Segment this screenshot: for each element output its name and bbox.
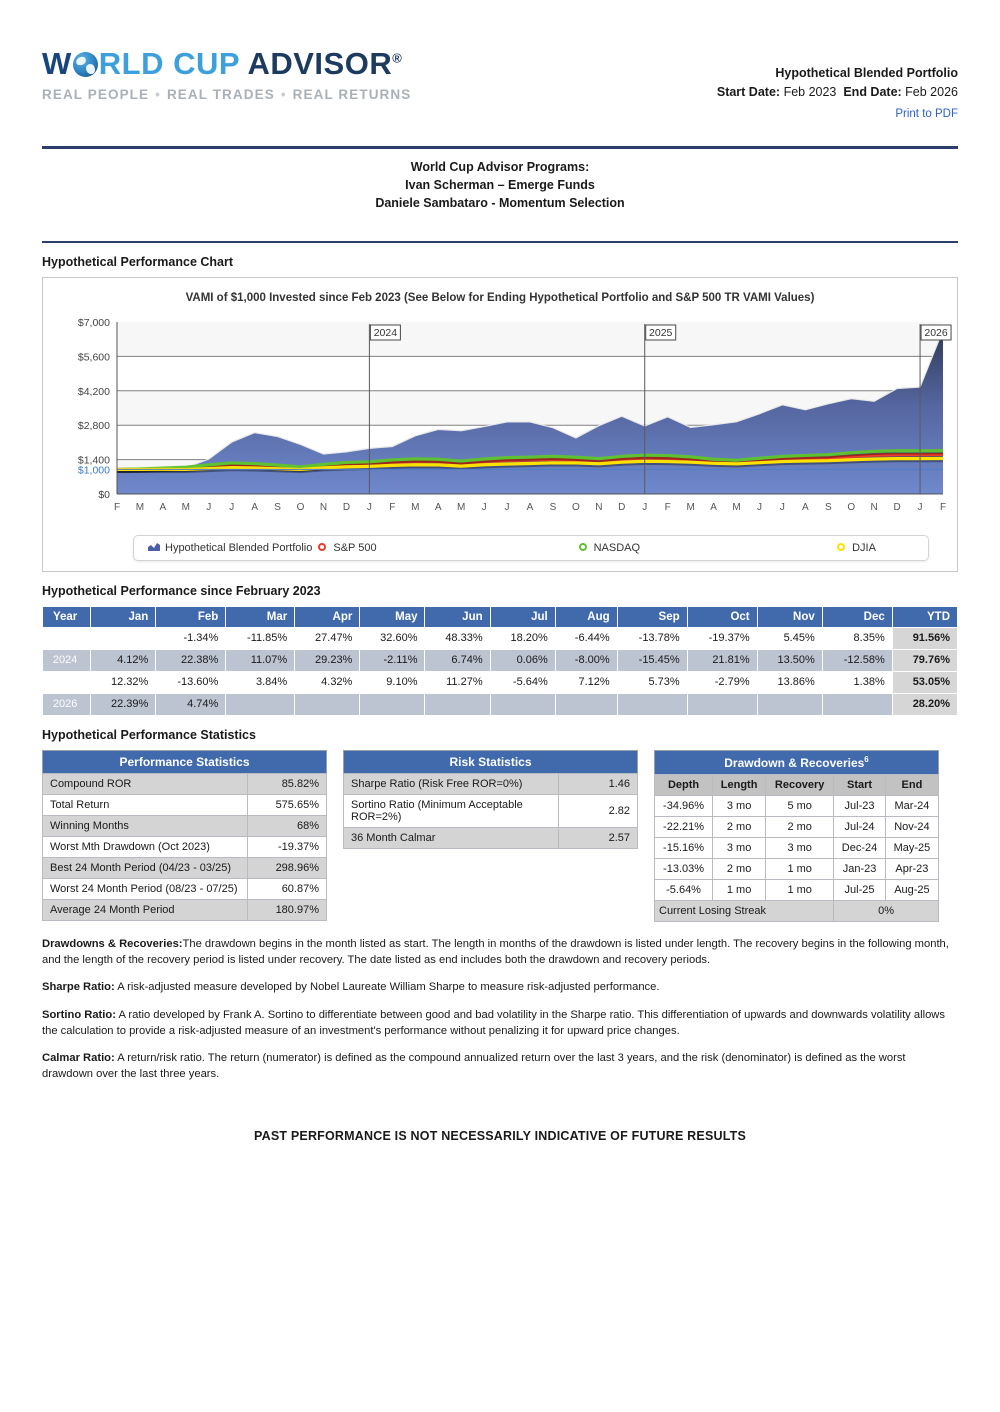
cell-month-return: 13.86%: [757, 671, 822, 693]
tagline-3: REAL RETURNS: [292, 87, 412, 102]
cell-ytd: 53.05%: [892, 671, 957, 693]
note-sharpe-text: A risk-adjusted measure developed by Nobel Laureate William Sharpe to measure risk-adjusted performance.: [114, 981, 660, 994]
stat-label: Total Return: [43, 794, 248, 815]
logo-text-cup: CUP: [173, 46, 240, 81]
svg-text:S: S: [274, 501, 281, 513]
dd-cell: Mar-24: [885, 795, 938, 816]
svg-text:A: A: [251, 501, 259, 513]
col-header-nov: Nov: [757, 606, 822, 627]
cell-month-return: 6.74%: [425, 649, 490, 671]
logo-letter-w: W: [42, 46, 72, 81]
cell-month-return: 4.74%: [156, 693, 226, 715]
cell-month-return: 13.50%: [757, 649, 822, 671]
cell-month-return: 32.60%: [360, 627, 425, 649]
page-header: [42, 0, 958, 124]
brand-logo: [42, 48, 462, 102]
circle-marker-icon: [316, 542, 328, 554]
chart-plot-area: [49, 312, 951, 527]
dd-cell: 1 mo: [766, 858, 834, 879]
dd-cell: 3 mo: [766, 837, 834, 858]
table-body: [43, 627, 958, 715]
programs-heading: World Cup Advisor Programs:: [410, 159, 590, 174]
area-swatch-icon: [148, 542, 160, 554]
svg-text:M: M: [181, 501, 191, 513]
logo-wordmark: [42, 48, 462, 79]
table-row: [655, 837, 939, 858]
svg-text:N: N: [319, 501, 328, 513]
dd-col-header-depth: Depth: [655, 774, 713, 795]
start-date-value: Feb 2023: [783, 85, 837, 100]
col-header-jan: Jan: [91, 606, 156, 627]
cell-ytd: 28.20%: [892, 693, 957, 715]
cell-year: 2026: [43, 693, 91, 715]
streak-value: 0%: [834, 900, 939, 921]
svg-text:J: J: [229, 501, 235, 513]
dd-cell: 2 mo: [713, 858, 766, 879]
table-row: [43, 899, 327, 920]
risk-label: 36 Month Calmar: [344, 827, 559, 848]
legend-label: S&P 500: [333, 541, 377, 554]
svg-text:J: J: [779, 501, 785, 513]
svg-text:A: A: [434, 501, 442, 513]
svg-text:$1,000: $1,000: [77, 464, 110, 477]
cell-month-return: -15.45%: [617, 649, 687, 671]
chart-section-heading: Hypothetical Performance Chart: [42, 254, 234, 269]
svg-text:M: M: [135, 501, 145, 513]
table-row: [344, 827, 638, 848]
cell-month-return: -19.37%: [687, 627, 757, 649]
table-row: [344, 773, 638, 794]
drawdowns-footnote-marker: 6: [864, 754, 869, 764]
risk-value: 2.82: [559, 794, 638, 827]
legend-item[interactable]: [835, 542, 876, 554]
cell-year: 2023: [43, 627, 91, 649]
cell-month-return: [425, 693, 490, 715]
stat-label: Worst Mth Drawdown (Oct 2023): [43, 836, 248, 857]
dd-cell: 2 mo: [766, 816, 834, 837]
cell-month-return: 12.32%: [91, 671, 156, 693]
svg-text:N: N: [595, 501, 603, 513]
table-row: [43, 627, 958, 649]
stat-label: Winning Months: [43, 815, 248, 836]
col-header-aug: Aug: [555, 606, 617, 627]
circle-marker-icon: [577, 542, 589, 554]
dd-cell: -13.03%: [655, 858, 713, 879]
cell-month-return: [757, 693, 822, 715]
cell-month-return: -12.58%: [822, 649, 892, 671]
cell-year: 2024: [43, 649, 91, 671]
dd-col-header-start: Start: [834, 774, 886, 795]
legend-item[interactable]: [577, 542, 640, 554]
end-date-value: Feb 2026: [905, 85, 958, 100]
col-header-jul: Jul: [490, 606, 555, 627]
stat-label: Compound ROR: [43, 773, 248, 794]
svg-text:J: J: [917, 501, 923, 513]
cell-month-return: [617, 693, 687, 715]
risk-value: 1.46: [559, 773, 638, 794]
cell-month-return: -2.79%: [687, 671, 757, 693]
legend-label: NASDAQ: [593, 541, 641, 554]
svg-text:$1,400: $1,400: [77, 454, 110, 467]
legend-label: Hypothetical Blended Portfolio: [165, 541, 313, 554]
risk-statistics-title: Risk Statistics: [344, 750, 638, 773]
cell-month-return: 27.47%: [295, 627, 360, 649]
drawdowns-title-text: Drawdown & Recoveries: [724, 755, 865, 770]
svg-text:A: A: [801, 501, 809, 513]
cell-month-return: [91, 627, 156, 649]
dd-cell: 1 mo: [713, 879, 766, 900]
dd-cell: Aug-25: [885, 879, 938, 900]
performance-statistics-body: [43, 773, 327, 920]
registered-mark: ®: [392, 50, 403, 66]
table-row: [43, 649, 958, 671]
svg-text:D: D: [342, 501, 351, 513]
svg-text:O: O: [847, 501, 856, 513]
footnotes: [42, 936, 958, 1083]
table-row: [344, 794, 638, 827]
table-row: [655, 879, 939, 900]
date-range: [717, 83, 958, 102]
svg-text:M: M: [732, 501, 741, 513]
tagline-2: REAL TRADES: [166, 87, 275, 102]
svg-text:J: J: [504, 501, 510, 513]
col-header-sep: Sep: [617, 606, 687, 627]
svg-text:O: O: [296, 501, 305, 513]
svg-text:M: M: [411, 501, 420, 513]
logo-text-advisor: ADVISOR: [247, 46, 393, 81]
col-header-jun: Jun: [425, 606, 490, 627]
col-header-dec: Dec: [822, 606, 892, 627]
cell-month-return: 5.73%: [617, 671, 687, 693]
cell-month-return: 22.39%: [91, 693, 156, 715]
cell-month-return: -1.34%: [156, 627, 226, 649]
dd-col-header-recovery: Recovery: [766, 774, 834, 795]
dd-cell: 5 mo: [766, 795, 834, 816]
cell-month-return: 1.38%: [822, 671, 892, 693]
cell-month-return: -11.85%: [226, 627, 295, 649]
svg-text:O: O: [571, 501, 580, 513]
svg-text:$7,000: $7,000: [77, 316, 110, 329]
note-sharpe-title: Sharpe Ratio:: [42, 981, 115, 994]
logo-tagline: [42, 87, 462, 102]
dd-cell: -15.16%: [655, 837, 713, 858]
svg-text:F: F: [939, 501, 947, 513]
svg-text:S: S: [824, 501, 832, 513]
logo-text-rld: RLD: [98, 46, 164, 81]
cell-month-return: [687, 693, 757, 715]
monthly-performance-table: [42, 606, 958, 716]
cell-ytd: 91.56%: [892, 627, 957, 649]
cell-month-return: 8.35%: [822, 627, 892, 649]
drawdowns-table: [654, 750, 939, 922]
cell-month-return: [822, 693, 892, 715]
cell-month-return: 22.38%: [156, 649, 226, 671]
cell-month-return: 9.10%: [360, 671, 425, 693]
svg-text:2025: 2025: [649, 326, 673, 339]
svg-text:J: J: [756, 501, 762, 513]
drawdowns-title: [655, 750, 939, 774]
cell-month-return: -13.78%: [617, 627, 687, 649]
current-losing-streak-row: [655, 900, 939, 921]
dd-cell: Jul-25: [834, 879, 886, 900]
print-to-pdf-link[interactable]: Print to PDF: [895, 107, 958, 120]
end-date-label: End Date:: [843, 85, 902, 100]
stats-section-heading: Hypothetical Performance Statistics: [42, 727, 256, 742]
cell-month-return: 11.27%: [425, 671, 490, 693]
table-row: [655, 858, 939, 879]
cell-month-return: -5.64%: [490, 671, 555, 693]
svg-text:J: J: [206, 501, 212, 513]
svg-text:F: F: [664, 501, 671, 513]
risk-label: Sortino Ratio (Minimum Acceptable ROR=2%): [344, 794, 559, 827]
svg-text:J: J: [481, 501, 487, 513]
col-header-apr: Apr: [295, 606, 360, 627]
svg-text:A: A: [710, 501, 717, 513]
stat-value: -19.37%: [248, 836, 327, 857]
svg-text:J: J: [642, 501, 648, 513]
stat-value: 60.87%: [248, 878, 327, 899]
cell-month-return: -2.11%: [360, 649, 425, 671]
legend-item[interactable]: [148, 542, 312, 554]
performance-statistics-table: [42, 750, 327, 921]
cell-month-return: 11.07%: [226, 649, 295, 671]
dd-cell: -22.21%: [655, 816, 713, 837]
cell-month-return: 5.45%: [757, 627, 822, 649]
cell-month-return: 18.20%: [490, 627, 555, 649]
portfolio-title: Hypothetical Blended Portfolio: [775, 66, 958, 80]
cell-month-return: 4.12%: [91, 649, 156, 671]
svg-text:$5,600: $5,600: [77, 351, 110, 364]
dd-cell: Nov-24: [885, 816, 938, 837]
dd-cell: Jan-23: [834, 858, 886, 879]
svg-text:J: J: [366, 501, 372, 513]
monthly-section-heading: Hypothetical Performance since February 2023: [42, 583, 321, 598]
tagline-dot-2: •: [280, 87, 287, 102]
cell-month-return: [226, 693, 295, 715]
cell-ytd: 79.76%: [892, 649, 957, 671]
risk-statistics-body: [344, 773, 638, 848]
program-1: Ivan Scherman – Emerge Funds: [405, 177, 595, 192]
cell-month-return: -6.44%: [555, 627, 617, 649]
cell-month-return: 7.12%: [555, 671, 617, 693]
dd-cell: -5.64%: [655, 879, 713, 900]
statistics-row: [42, 750, 958, 922]
svg-text:N: N: [870, 501, 878, 513]
svg-text:A: A: [159, 501, 167, 513]
past-performance-disclaimer: PAST PERFORMANCE IS NOT NECESSARILY INDICATIVE OF FUTURE RESULTS: [253, 1128, 746, 1143]
note-sortino-title: Sortino Ratio:: [42, 1008, 116, 1021]
dd-col-header-length: Length: [713, 774, 766, 795]
cell-month-return: [360, 693, 425, 715]
legend-label: DJIA: [852, 541, 876, 554]
stat-value: 298.96%: [248, 857, 327, 878]
table-row: [655, 795, 939, 816]
stat-value: 575.65%: [248, 794, 327, 815]
cell-month-return: [555, 693, 617, 715]
risk-statistics-table: [343, 750, 638, 849]
stat-value: 180.97%: [248, 899, 327, 920]
streak-label: Current Losing Streak: [655, 900, 834, 921]
table-row: [43, 836, 327, 857]
stat-value: 68%: [248, 815, 327, 836]
programs-block: [42, 149, 958, 219]
cell-month-return: 48.33%: [425, 627, 490, 649]
dd-cell: 3 mo: [713, 795, 766, 816]
dd-cell: Dec-24: [834, 837, 886, 858]
cell-month-return: 29.23%: [295, 649, 360, 671]
table-header-row: [43, 606, 958, 627]
dd-cell: Jul-23: [834, 795, 886, 816]
svg-text:S: S: [549, 501, 557, 513]
note-sortino-text: A ratio developed by Frank A. Sortino to differentiate between good and bad volatility in the Sharpe ratio. This differentiation of upwards and downwards volatility allows the calculation to provide a risk-adjusted measure of an investment's performance without penalizing it for upward price changes.: [42, 1008, 945, 1037]
svg-text:M: M: [686, 501, 695, 513]
svg-text:D: D: [618, 501, 626, 513]
globe-icon: [73, 52, 98, 77]
svg-text:M: M: [456, 501, 466, 513]
stat-label: Average 24 Month Period: [43, 899, 248, 920]
svg-text:2024: 2024: [373, 326, 398, 339]
col-header-may: May: [360, 606, 425, 627]
note-drawdowns-title: Drawdowns & Recoveries:: [42, 937, 183, 950]
note-calmar-title: Calmar Ratio:: [42, 1052, 115, 1065]
cell-month-return: -13.60%: [156, 671, 226, 693]
table-row: [655, 816, 939, 837]
col-header-feb: Feb: [156, 606, 226, 627]
svg-text:$4,200: $4,200: [77, 385, 110, 398]
cell-month-return: 4.32%: [295, 671, 360, 693]
cell-month-return: 3.84%: [226, 671, 295, 693]
cell-month-return: -8.00%: [555, 649, 617, 671]
svg-text:F: F: [113, 501, 121, 513]
note-drawdowns-text: The drawdown begins in the month listed as start. The length in months of the drawdown is listed under length. The recovery begins in the following month, and the length of the recovery period is listed under recovery. The date listed as end includes both the drawdown and recovery periods.: [42, 937, 949, 967]
program-2: Daniele Sambataro - Momentum Selection: [375, 195, 625, 210]
svg-text:F: F: [389, 501, 396, 513]
cell-year: 2025: [43, 671, 91, 693]
col-header-oct: Oct: [687, 606, 757, 627]
note-sharpe: [42, 979, 958, 995]
drawdowns-body: [655, 795, 939, 921]
programs-divider: [42, 241, 958, 243]
dd-cell: 1 mo: [766, 879, 834, 900]
chart-title: VAMI of $1,000 Invested since Feb 2023 (See Below for Ending Hypothetical Portfolio and S&P 500 TR VAMI Values): [185, 291, 815, 304]
note-calmar: [42, 1050, 958, 1082]
stat-value: 85.82%: [248, 773, 327, 794]
svg-text:A: A: [526, 501, 534, 513]
legend-item[interactable]: [316, 542, 376, 554]
circle-marker-icon: [835, 542, 847, 554]
dd-cell: 3 mo: [713, 837, 766, 858]
drawdowns-header-row: [655, 774, 939, 795]
table-row: [43, 794, 327, 815]
table-row: [43, 693, 958, 715]
col-header-year: Year: [43, 606, 91, 627]
chart-legend: [133, 535, 929, 561]
table-row: [43, 878, 327, 899]
header-meta: [717, 48, 958, 124]
start-date-label: Start Date:: [716, 85, 781, 100]
col-header-ytd: YTD: [892, 606, 957, 627]
dd-cell: May-25: [885, 837, 938, 858]
note-calmar-text: A return/risk ratio. The return (numerator) is defined as the compound annualized return over the last 3 years, and the risk (denominator) is defined as the worst drawdown over the last three years.: [42, 1052, 906, 1081]
dd-cell: Apr-23: [885, 858, 938, 879]
dd-cell: -34.96%: [655, 795, 713, 816]
note-drawdowns: [42, 936, 958, 968]
dd-col-header-end: End: [885, 774, 938, 795]
risk-label: Sharpe Ratio (Risk Free ROR=0%): [344, 773, 559, 794]
tagline-1: REAL PEOPLE: [42, 87, 150, 102]
dd-cell: 2 mo: [713, 816, 766, 837]
cell-month-return: [295, 693, 360, 715]
stat-label: Worst 24 Month Period (08/23 - 07/25): [43, 878, 248, 899]
table-row: [43, 857, 327, 878]
cell-month-return: [490, 693, 555, 715]
vami-chart-svg: [49, 312, 953, 527]
svg-text:2026: 2026: [924, 326, 948, 339]
cell-month-return: 0.06%: [490, 649, 555, 671]
svg-text:$0: $0: [98, 488, 110, 501]
note-sortino: [42, 1007, 958, 1039]
table-row: [43, 671, 958, 693]
tagline-dot-1: •: [155, 87, 161, 102]
cell-month-return: 21.81%: [687, 649, 757, 671]
dd-cell: Jul-24: [834, 816, 886, 837]
table-row: [43, 773, 327, 794]
col-header-mar: Mar: [226, 606, 295, 627]
risk-value: 2.57: [559, 827, 638, 848]
performance-statistics-title: Performance Statistics: [43, 750, 327, 773]
table-row: [43, 815, 327, 836]
svg-text:D: D: [893, 501, 901, 513]
stat-label: Best 24 Month Period (04/23 - 03/25): [43, 857, 248, 878]
performance-chart-card: [42, 277, 958, 572]
svg-text:$2,800: $2,800: [77, 420, 110, 433]
